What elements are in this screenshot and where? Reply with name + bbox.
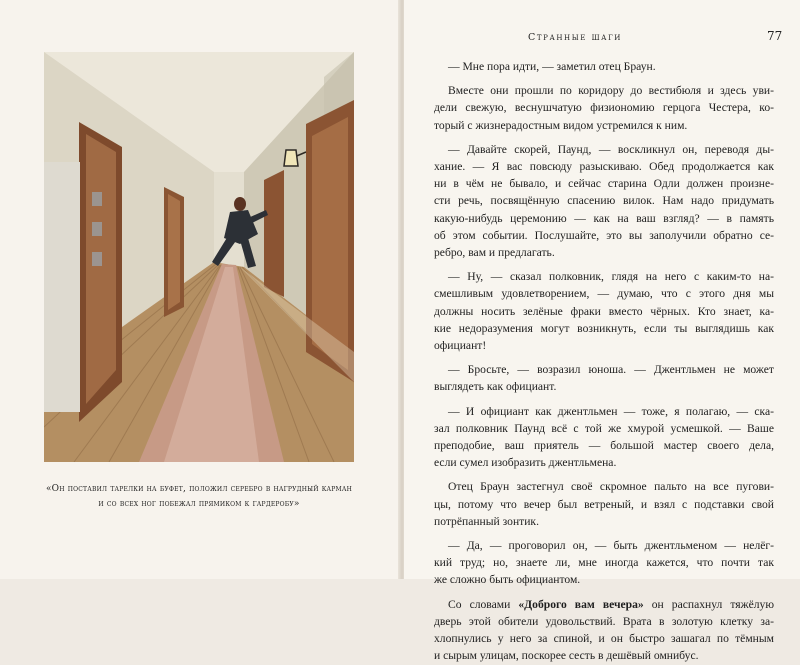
text-line: и сырым улицам, поскорее сесть в дешёвый омнибус. bbox=[434, 649, 699, 663]
paragraph bbox=[434, 268, 774, 354]
text-line: цы, потому что вечер был ветреный, и взял с подставки свой bbox=[434, 497, 774, 511]
text-line: смешливым удовлетворением, — думаю, что с этого дня мы bbox=[434, 287, 774, 301]
paragraph bbox=[434, 361, 774, 395]
right-page bbox=[404, 0, 800, 663]
text-line: — Мне пора идти, — заметил отец Браун. bbox=[448, 60, 656, 73]
text-line: если сумел изобразить джентльмена. bbox=[434, 456, 617, 470]
text-line: ни в чём не бывало, и сейчас старина Одли должен произне- bbox=[434, 177, 774, 191]
text-line: зал полковник Паунд всё с той же хмурой усмешкой. — Ваше bbox=[434, 421, 774, 435]
text-line: — Давайте скорей, Паунд, — воскликнул он, переводя ды- bbox=[448, 142, 774, 156]
text-line: — Бросьте, — возразил юноша. — Джентльмен не может bbox=[448, 363, 774, 377]
text-line bbox=[434, 596, 774, 613]
text-line: дверь этой обители удовольствий. Врата в золотую клетку за- bbox=[434, 614, 774, 628]
paragraph bbox=[434, 478, 774, 530]
caption-line-1: «Он поставил тарелки на буфет, положил серебро в нагрудный карман bbox=[45, 484, 353, 494]
text-line: сти речь, посвящённую спасению вилок. Нам надо придумать bbox=[434, 194, 774, 208]
text-fragment: он распахнул тяжёлую bbox=[643, 597, 774, 611]
left-page bbox=[0, 0, 400, 579]
text-line: дели свежую, веснушчатую физиономию герцога Честера, ко- bbox=[434, 101, 774, 115]
text-line: кие недоразумения могут возникнуть, если ты выглядишь как bbox=[434, 321, 774, 335]
text-fragment: Со словами bbox=[448, 597, 519, 611]
text-line: же сложно быть официантом. bbox=[434, 573, 581, 587]
text-line: должны носить зелёные фраки вместо чёрных. Кто знает, ка- bbox=[434, 304, 774, 318]
text-line: об этом событии. Послушайте, это вы заполучили обратно се- bbox=[434, 228, 774, 242]
text-line: Вместе они прошли по коридору до вестибюля и здесь уви- bbox=[448, 84, 774, 98]
paragraph bbox=[434, 596, 774, 665]
paragraph bbox=[434, 141, 774, 261]
illustration-caption bbox=[36, 482, 362, 512]
text-line: хание. — Я вас повсюду разыскиваю. Обед продолжается как bbox=[434, 160, 774, 174]
paragraph bbox=[434, 537, 774, 589]
caption-line-2: и со всех ног побежал прямиком к гардеробу» bbox=[98, 499, 300, 509]
paragraph bbox=[434, 82, 774, 134]
text-line: Отец Браун застегнул своё скромное пальто на все пугови- bbox=[448, 480, 774, 494]
emphasized-quote: «Доброго вам вечера» bbox=[518, 597, 644, 611]
text-line: — И официант как джентльмен — тоже, я полагаю, — ска- bbox=[448, 404, 774, 418]
text-line: потрёпанный зонтик. bbox=[434, 514, 539, 528]
page-number: 77 bbox=[767, 29, 783, 43]
text-line: кий труд; но, знаете ли, мне иногда кажется, что почти так bbox=[434, 556, 774, 570]
text-line: хлопнулись у него за спиной, и он быстро зашагал по тёмным bbox=[434, 632, 774, 646]
text-line: какую-нибудь церемонию — как на ваш взгляд? — в память bbox=[434, 211, 774, 225]
text-line: преподобие, ваш приятель — большой мастер своего дела, bbox=[434, 439, 774, 453]
running-head: Странные шаги bbox=[528, 32, 623, 43]
text-line: выглядеть как официант. bbox=[434, 380, 557, 394]
body-text bbox=[434, 58, 774, 665]
paragraph bbox=[434, 58, 774, 75]
corridor-illustration bbox=[44, 52, 354, 462]
text-line: ребро, вам и предлагать. bbox=[434, 246, 555, 260]
text-line: — Да, — проговорил он, — быть джентльменом — нелёг- bbox=[448, 539, 774, 553]
text-line: торый с жизнерадостным видом устремился к ним. bbox=[434, 118, 688, 132]
text-line: официант! bbox=[434, 339, 487, 353]
text-line: — Ну, — сказал полковник, глядя на него с каким-то на- bbox=[448, 270, 774, 284]
paragraph bbox=[434, 403, 774, 472]
